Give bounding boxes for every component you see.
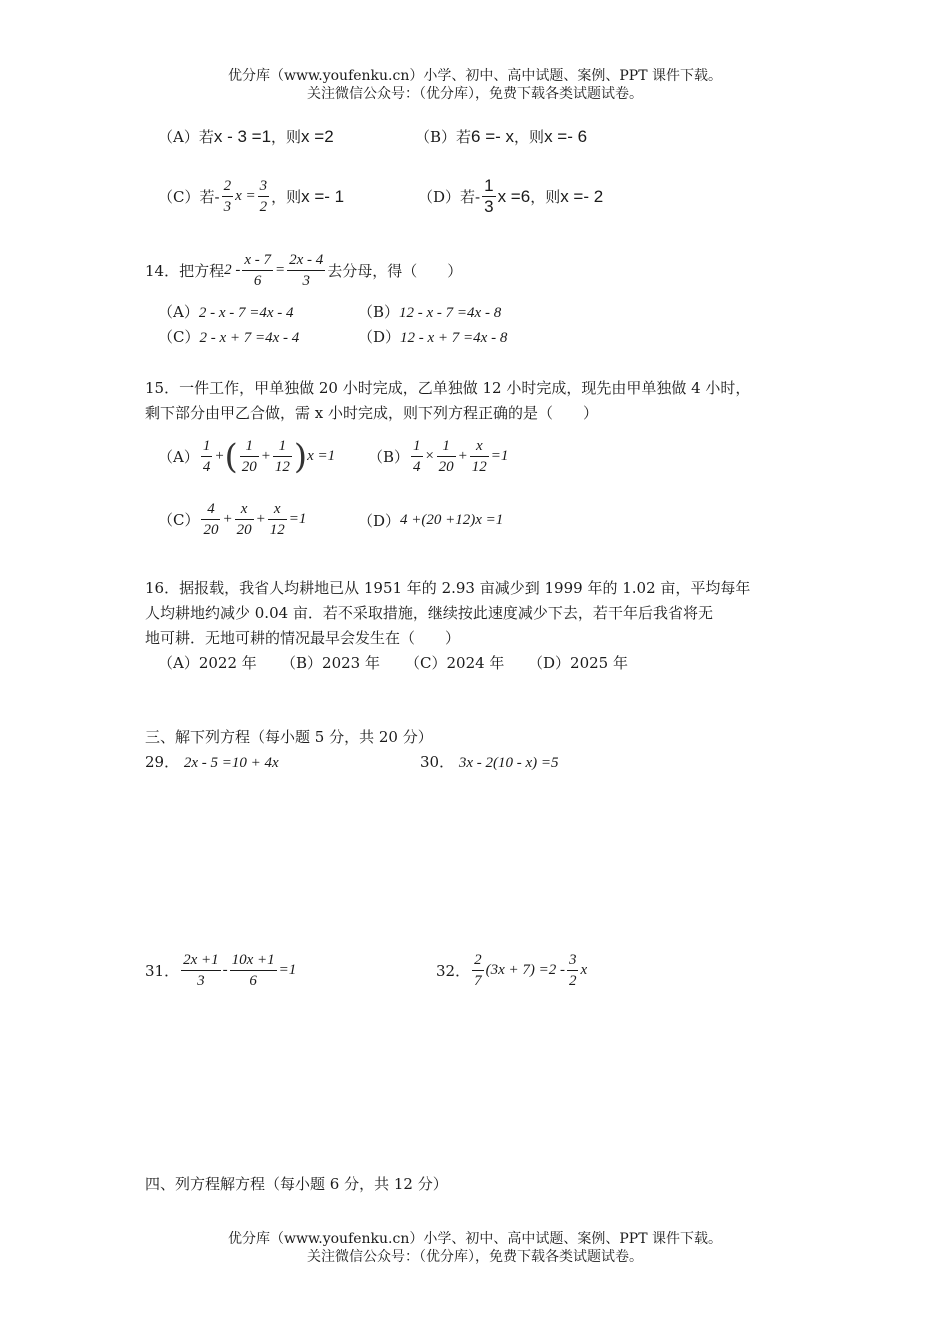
operator: +: [457, 448, 468, 464]
equation: x - 3 =1: [213, 126, 272, 146]
q15-stem-line-2: 剩下部分由甲乙合做，需 x 小时完成，则下列方程正确的是（ ）: [145, 404, 598, 422]
q13-option-c: [158, 176, 344, 217]
option-text: 若-: [199, 188, 220, 206]
q14-option-d: [358, 326, 507, 347]
option-text: ，则: [271, 128, 302, 146]
equation: 2 -: [224, 262, 241, 278]
q32: [436, 950, 587, 991]
q13-option-d: [418, 176, 603, 217]
question-text: 去分母，得（ ）: [327, 262, 463, 280]
operator: ×: [424, 448, 435, 464]
option-label: （D）: [358, 328, 401, 346]
q15-option-a: [158, 436, 335, 477]
option-label: （A）: [158, 448, 199, 466]
q14-option-a: [158, 301, 294, 322]
q14-option-c: [158, 326, 299, 347]
equation: x =- 6: [544, 126, 588, 146]
option-label: （B）: [358, 303, 400, 321]
option-text: 若: [456, 128, 472, 146]
q15-option-c: [158, 499, 306, 540]
equation: =1: [490, 448, 509, 464]
fraction: $\frac{1}{4}$: [202, 438, 211, 475]
q31: [145, 950, 296, 991]
fraction: $\frac{2}{3}$: [223, 178, 232, 215]
equation: 2 - x - 7 =4x - 4: [198, 305, 294, 321]
fraction: $\frac{x}{12}$: [269, 501, 285, 538]
option-text: 若-: [460, 188, 481, 206]
question-number: 30．: [420, 753, 455, 771]
q16-stem-line-3: 地可耕．无地可耕的情况最早会发生在（ ）: [145, 629, 461, 647]
fraction: $\frac{10x +1}{6}$: [231, 952, 275, 989]
equation: 2x - 5 =10 + 4x: [183, 755, 279, 771]
q15-option-b: [368, 436, 508, 477]
option-label: （C）: [158, 328, 200, 346]
option-text: ，则: [271, 188, 302, 206]
option-label: （A）: [158, 128, 199, 146]
equation: x: [580, 962, 588, 978]
q16-stem-line-1: 16．据报载，我省人均耕地已从 1951 年的 2.93 亩减少到 1999 年的 1.02 亩，平均每年: [145, 579, 751, 597]
fraction: $\frac{2x +1}{3}$: [183, 952, 219, 989]
q13-option-b: [415, 126, 587, 147]
equation: x =6: [497, 186, 531, 206]
fraction: $\frac{3}{2}$: [259, 178, 268, 215]
q15-option-d: [358, 510, 503, 531]
fraction: $\frac{3}{2}$: [568, 952, 577, 989]
fraction: $\frac{2x - 4}{3}$: [289, 252, 324, 289]
q14-stem: [145, 250, 462, 291]
equation: 12 - x + 7 =4x - 8: [400, 330, 508, 346]
fraction: $\frac{2}{7}$: [474, 952, 482, 989]
left-paren: (: [224, 436, 238, 477]
option-label: （A）: [158, 303, 199, 321]
fraction: $\frac{x - 7}{6}$: [244, 252, 271, 289]
equation: 2 - x + 7 =4x - 4: [199, 330, 300, 346]
q16-option-d: （D）2025 年: [528, 654, 628, 672]
equation: =: [275, 262, 286, 278]
option-label: （D）: [358, 512, 401, 530]
equation: x =1: [307, 448, 336, 464]
q13-option-a: [158, 126, 334, 147]
option-label: （C）: [158, 511, 200, 529]
option-text: ，则: [514, 128, 545, 146]
fraction: $\frac{4}{20}$: [203, 501, 219, 538]
operator: +: [222, 511, 233, 527]
header-line-1: 优分库（www.youfenku.cn）小学、初中、高中试题、案例、PPT 课件下载。: [227, 68, 722, 84]
q15-stem-line-1: 15．一件工作，甲单独做 20 小时完成，乙单独做 12 小时完成，现先由甲单独做 4 小时，: [145, 379, 751, 397]
section-4-title: 四、列方程解方程（每小题 6 分，共 12 分）: [145, 1175, 448, 1193]
footer-line-1: 优分库（www.youfenku.cn）小学、初中、高中试题、案例、PPT 课件下载。: [227, 1231, 722, 1247]
equation: x =: [235, 188, 256, 204]
q16-option-c: （C）2024 年: [405, 654, 505, 672]
header-line-2: 关注微信公众号：（优分库），免费下载各类试题试卷。: [307, 86, 643, 102]
fraction: $\frac{1}{12}$: [274, 438, 290, 475]
q16-option-b: （B）2023 年: [281, 654, 380, 672]
option-label: （C）: [158, 188, 200, 206]
question-number: 29．: [145, 753, 180, 771]
option-label: （B）: [368, 448, 410, 466]
q30: [420, 751, 559, 772]
q16-option-a: （A）2022 年: [158, 654, 257, 672]
equation: 3x - 2(10 - x) =5: [458, 755, 559, 771]
operator: +: [260, 448, 271, 464]
footer-line-2: 关注微信公众号：（优分库），免费下载各类试题试卷。: [307, 1249, 643, 1265]
right-paren: ): [293, 436, 308, 477]
q16-stem-line-2: 人均耕地约减少 0.04 亩．若不采取措施，继续按此速度减少下去，若干年后我省将无: [145, 604, 713, 622]
q14-option-b: [358, 301, 501, 322]
equation: x =- 2: [560, 186, 604, 206]
option-text: ，则: [530, 188, 561, 206]
equation: x =- 1: [301, 186, 345, 206]
equation: =1: [278, 962, 297, 978]
equation: =1: [288, 511, 307, 527]
operator: +: [214, 448, 225, 464]
section-3-title: 三、解下列方程（每小题 5 分，共 20 分）: [145, 728, 433, 746]
question-number: 31．: [145, 962, 180, 980]
equation: 6 =- x: [471, 126, 515, 146]
equation: 12 - x - 7 =4x - 8: [399, 305, 502, 321]
operator: +: [255, 511, 266, 527]
option-label: （B）: [415, 128, 457, 146]
equation: 4 +(20 +12)x =1: [400, 512, 504, 528]
fraction: $\frac{1}{20}$: [438, 438, 454, 475]
option-label: （D）: [418, 188, 461, 206]
fraction: $\frac{1}{20}$: [241, 438, 257, 475]
fraction: $\frac{1}{3}$: [484, 176, 494, 216]
fraction: $\frac{x}{20}$: [236, 501, 252, 538]
operator: -: [222, 962, 228, 978]
question-number: 14．把方程: [145, 262, 225, 280]
q29: [145, 751, 279, 772]
fraction: $\frac{x}{12}$: [471, 438, 487, 475]
equation: (3x + 7) =2 -: [485, 962, 565, 978]
equation: x =2: [301, 126, 334, 146]
fraction: $\frac{1}{4}$: [413, 438, 421, 475]
option-text: 若: [198, 128, 214, 146]
question-number: 32．: [436, 962, 471, 980]
